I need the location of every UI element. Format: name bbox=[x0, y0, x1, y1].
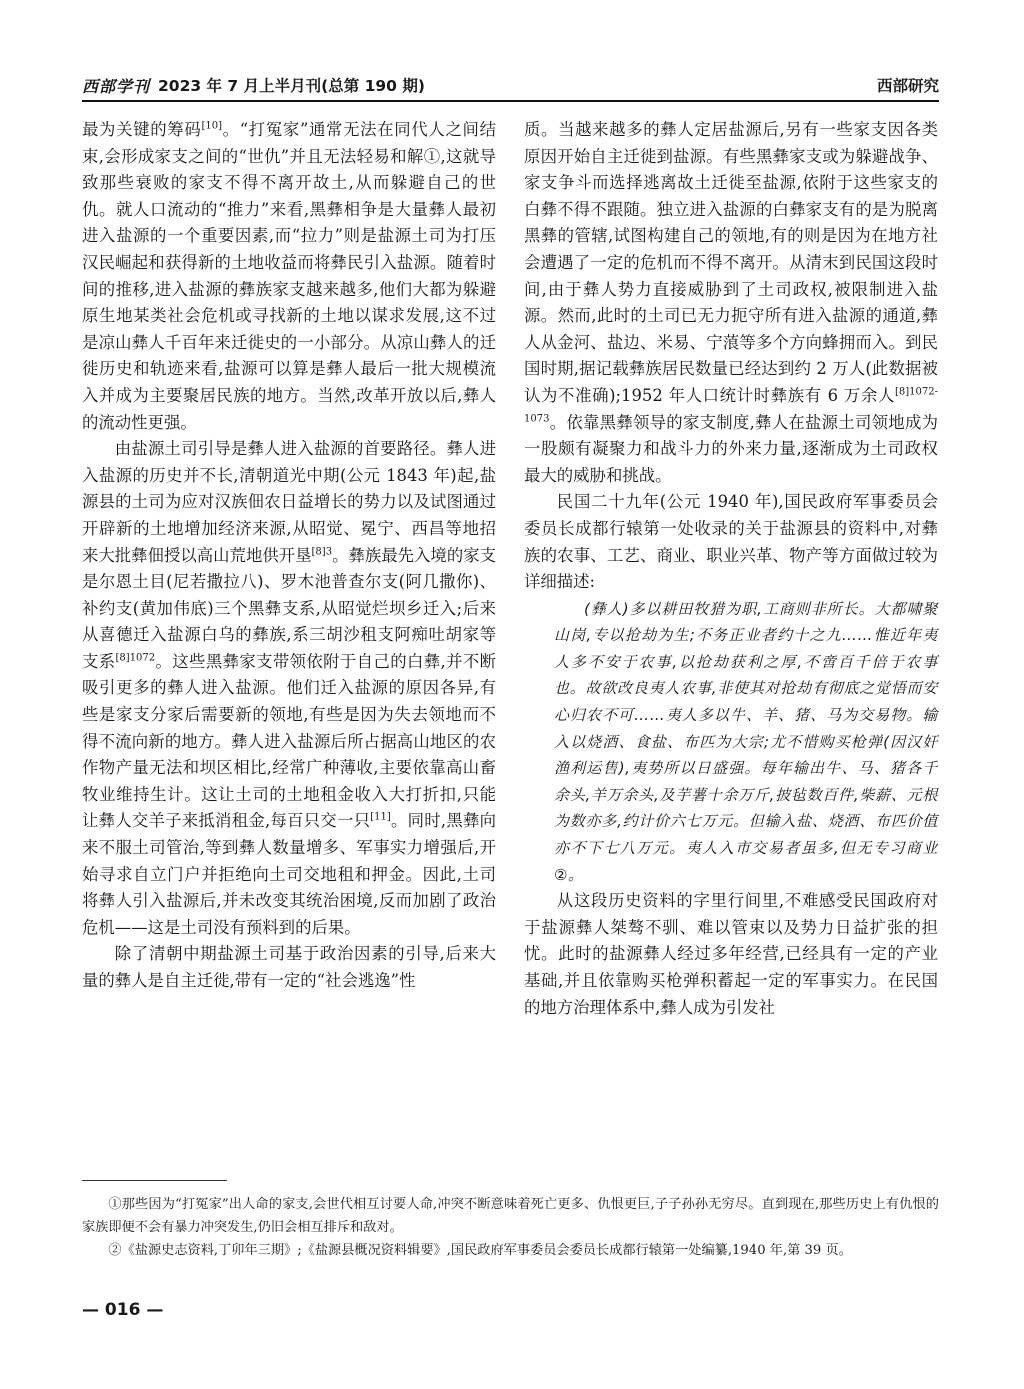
text-run: 民国二十九年(公元 1940 年),国民政府军事委员会委员长成都行辕第一处收录的关于盐源县的资料中,对彝族的农事、工艺、商业、职业兴革、物产等方面做过较为详细描述: bbox=[524, 492, 938, 592]
citation: [11] bbox=[370, 811, 391, 823]
left-column bbox=[82, 117, 496, 995]
header-rule bbox=[82, 100, 939, 102]
text-run: 由盐源土司引导是彝人进入盐源的首要路径。彝人进入盐源的历史并不长,清朝道光中期(公元 1843 年)起,盐源县的土司为应对汉族佃农日益增长的势力以及试图通过开辟新的土地增加经济来源,从昭觉、冕宁、西昌等地招来大批彝佃授以高山荒地供开垦 bbox=[82, 439, 496, 565]
text-run: 。这些黑彝家支带领依附于自己的白彝,并不断吸引更多的彝人进入盐源。他们迁入盐源的原因各异,有些是家支分家后需要新的领地,有些是因为失去领地而不得不流向新的地方。彝人进入盐源后所占据高山地区的农作物产量无法和坝区相比,经常广种薄收,主要依靠高山畜牧业维持生计。这让土司的土地租金收入大打折扣,只能让彝人交羊子来抵消租金,每百只交一只 bbox=[82, 651, 496, 831]
citation: [10] bbox=[201, 120, 222, 132]
text-run: 。“打冤家”通常无法在同代人之间结束,会形成家支之间的“世仇”并且无法轻易和解①,这就导致那些衰败的家支不得不离开故土,从而躲避自己的世仇。就人口流动的“推力”来看,黑彝相争是大量彝人最初进入盐源的一个重要因素,而“拉力”则是盐源土司为打压汉民崛起和获得新的土地收益而将彝民引入盐源。随着时间的推移,进入盐源的彝族家支越来越多,他们大都为躲避原生地某类社会危机或寻找新的土地以谋求发展,这不过是凉山彝人千百年来迁徙史的一小部分。从凉山彝人的迁徙历史和轨迹来看,盐源可以算是彝人最后一批大规模流入并成为主要聚居民族的地方。当然,改革开放以后,彝人的流动性更强。 bbox=[82, 120, 496, 432]
citation: [8]1072-1073 bbox=[524, 386, 938, 425]
page-number: — 016 — bbox=[82, 1300, 164, 1320]
text-run: 。彝族最先入境的家支是尔恩土目(尼若撒拉八)、罗木池普查尔支(阿几撒你)、补约支(黄加伟底)三个黑彝支系,从昭觉烂坝乡迁入;后来从喜德迁入盐源白乌的彝族,系三胡沙租支阿痴吐胡家等支系 bbox=[82, 545, 497, 671]
citation: [8]1072 bbox=[115, 652, 156, 664]
text-run: 质。当越来越多的彝人定居盐源后,另有一些家支因各类原因开始自主迁徙到盐源。有些黑彝家支或为躲避战争、家支争斗而选择逃离故土迁徙至盐源,依附于这些家支的白彝不得不跟随。独立进入盐源的白彝家支有的是为脱离黑彝的管辖,试图构建自己的领地,有的则是因为在地方社会遭遇了一定的危机而不得不离开。从清末到民国这段时间,由于彝人势力直接威胁到了土司政权,被限制进入盐源。然而,此时的土司已无力扼守所有进入盐源的通道,彝人从金河、盐边、米易、宁蒗等多个方向蜂拥而入。到民国时期,据记载彝族居民数量已经达到约 2 万人(此数据被认为不准确);1952 年人口统计时彝族有 6 万余人 bbox=[524, 120, 938, 405]
paragraph bbox=[524, 888, 938, 1021]
paragraph bbox=[82, 941, 496, 994]
journal-issue: 2023 年 7 月上半月刊(总第 190 期) bbox=[158, 77, 425, 95]
citation: [8]3 bbox=[311, 546, 333, 558]
paragraph bbox=[82, 117, 496, 436]
page-header bbox=[82, 72, 939, 100]
right-column bbox=[524, 117, 938, 1021]
footnote-1: ①那些因为“打冤家”出人命的家支,会世代相互讨要人命,冲突不断意味着死亡更多、仇恨更巨,子子孙孙无穷尽。直到现在,那些历史上有仇恨的家族即便不会有暴力冲突发生,仍旧会相互排斥和敌对。 bbox=[82, 1197, 939, 1235]
text-run: 。同时,黑彝向来不服土司管治,等到彝人数量增多、军事实力增强后,开始寻求自立门户并拒绝向土司交地租和押金。因此,土司将彝人引入盐源后,并未改变其统治困境,反而加剧了政治危机——这是土司没有预料到的后果。 bbox=[82, 811, 496, 937]
footnotes bbox=[82, 1193, 939, 1262]
paragraph bbox=[524, 489, 938, 595]
journal-logo: 西部学刊 bbox=[82, 77, 151, 96]
paragraph bbox=[82, 436, 496, 941]
paragraph bbox=[524, 117, 938, 489]
footnote-rule bbox=[82, 1180, 227, 1181]
quote-text: (彝人)多以耕田牧猎为职,工商则非所长。大都啸聚山岗,专以抢劫为生;不务正业者约十之九……惟近年夷人多不安于农事,以抢劫获利之厚,不啻百千倍于农事也。故欲改良夷人农事,非使其对抢劫有彻底之觉悟而安心归农不可……夷人多以牛、羊、猪、马为交易物。输入以烧酒、食盐、布匹为大宗;尤不惜购买枪弹(因汉奸渔利运售),夷势所以日盛强。每年输出牛、马、猪各千余头,羊万余头,及芋薯十余万斤,披毡数百件,柴薪、元根为数亦多,约计价六七万元。但输入盐、烧酒、布匹价值亦不下七八万元。夷人入市交易者虽多,但无专习商业②。 bbox=[554, 599, 938, 884]
text-run: 。依靠黑彝领导的家支制度,彝人在盐源土司领地成为一股颇有凝聚力和战斗力的外来力量,逐渐成为土司政权最大的威胁和挑战。 bbox=[524, 412, 938, 485]
section-name: 西部研究 bbox=[876, 77, 939, 95]
text-run: 除了清朝中期盐源土司基于政治因素的引导,后来大量的彝人是自主迁徙,带有一定的“社会逃逸”性 bbox=[82, 944, 496, 990]
footnote-2: ②《盐源史志资料,丁卯年三期》;《盐源县概况资料辑要》,国民政府军事委员会委员长成都行辕第一处编纂,1940 年,第 39 页。 bbox=[108, 1243, 852, 1258]
text-run: 最为关键的筹码 bbox=[82, 120, 202, 139]
text-run: 从这段历史资料的字里行间里,不难感受民国政府对于盐源彝人桀骜不驯、难以管束以及势力日益扩张的担忧。此时的盐源彝人经过多年经营,已经具有一定的产业基础,并且依靠购买枪弹积蓄起一定的军事实力。在民国的地方治理体系中,彝人成为引发社 bbox=[524, 891, 938, 1017]
block-quote bbox=[554, 596, 938, 889]
